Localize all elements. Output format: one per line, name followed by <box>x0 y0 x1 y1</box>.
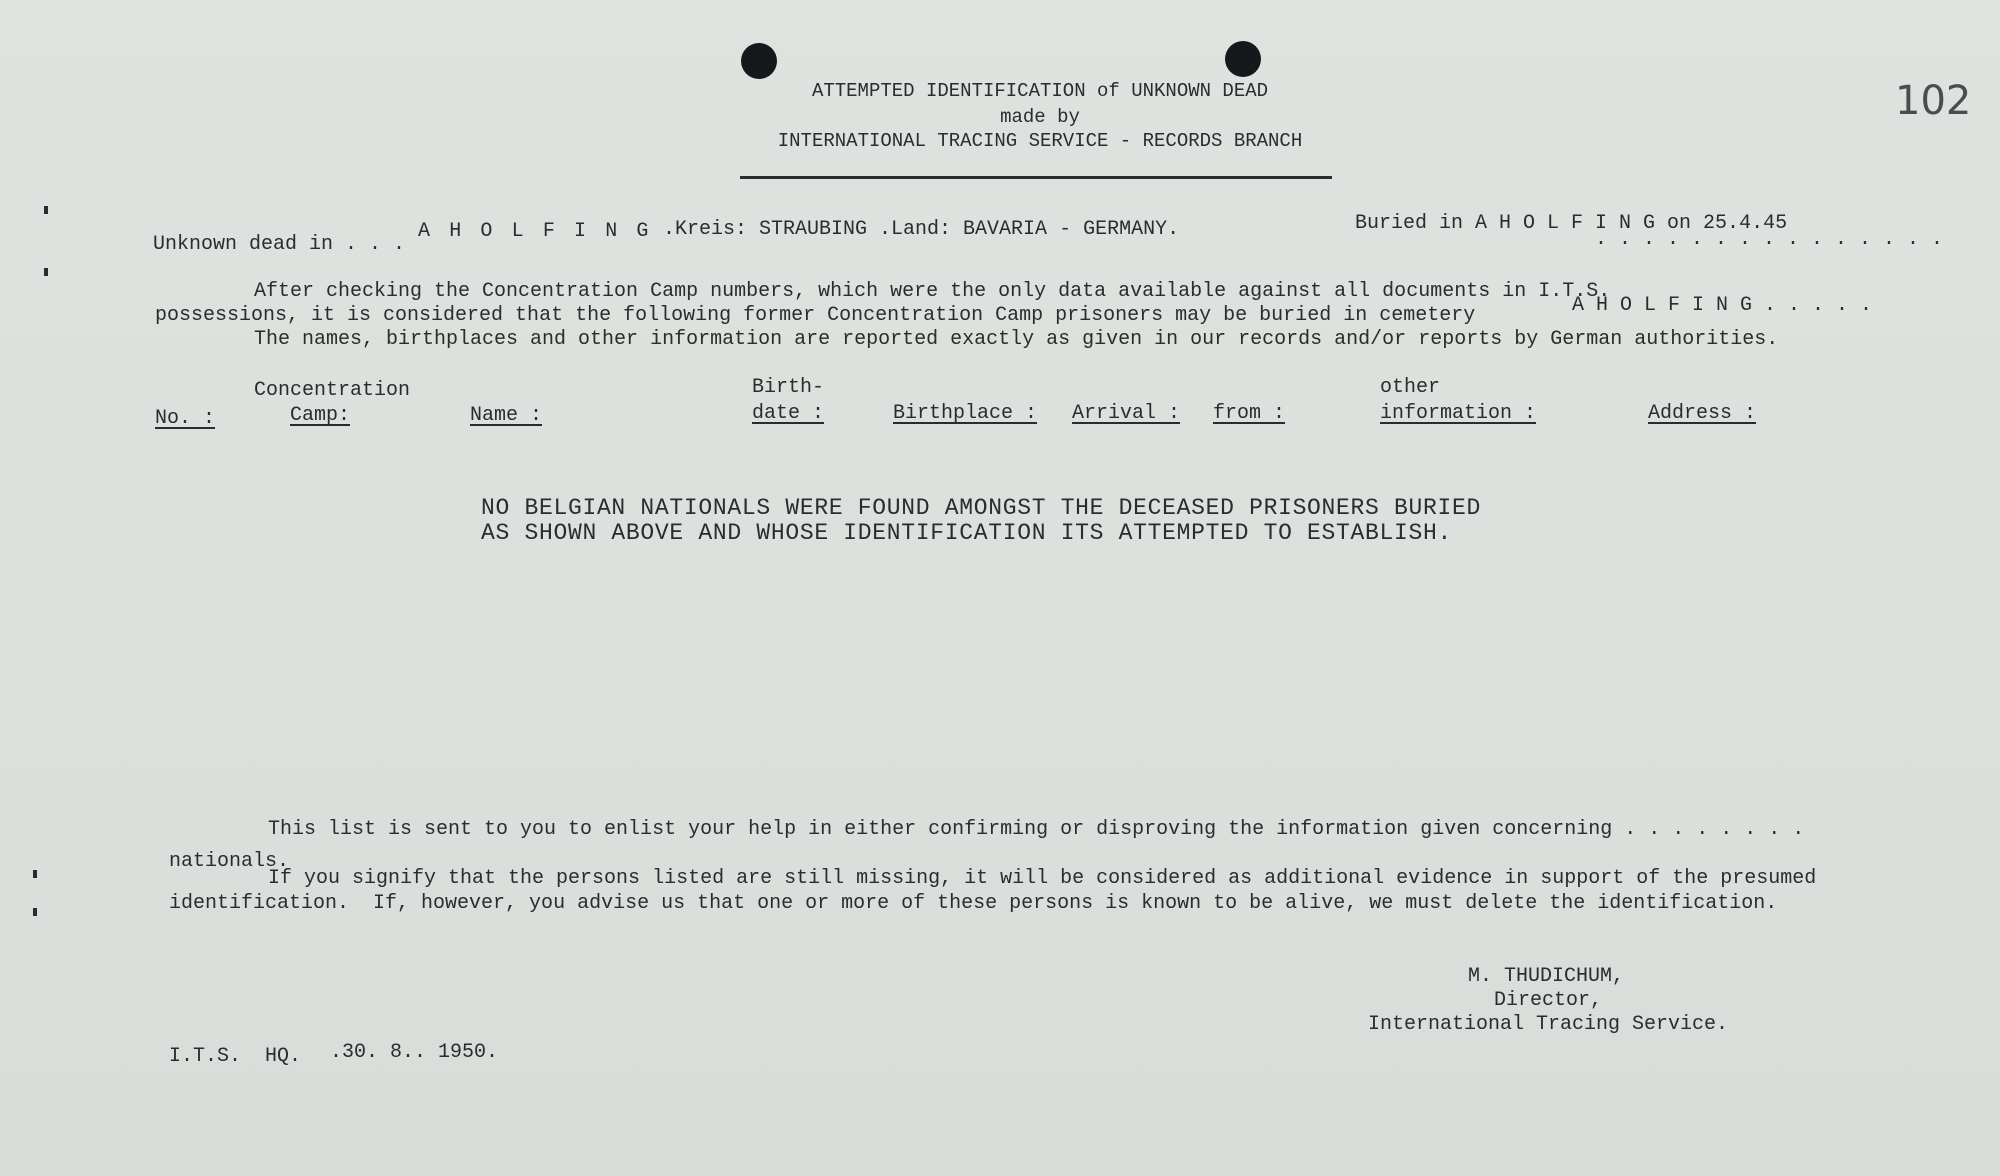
col-other-top: other <box>1380 376 1441 399</box>
margin-mark <box>33 870 37 878</box>
unknown-dead-place: A H O L F I N G <box>418 220 653 243</box>
intro-line-1: After checking the Concentration Camp numbers, which were the only data available against all documents in I.T.S. <box>254 280 1611 303</box>
unknown-dead-prefix: Unknown dead in . . . <box>153 233 406 256</box>
notice-line-2: AS SHOWN ABOVE AND WHOSE IDENTIFICATION ITS ATTEMPTED TO ESTABLISH. <box>481 520 1452 546</box>
col-other-bottom: information : <box>1380 402 1537 425</box>
col-arrival: Arrival : <box>1072 402 1181 425</box>
closing-line-1: This list is sent to you to enlist your help in either confirming or disproving the information given concerning . . . . . . . . <box>268 818 1805 841</box>
notice-line-1: NO BELGIAN NATIONALS WERE FOUND AMONGST THE DECEASED PRISONERS BURIED <box>481 495 1481 521</box>
unknown-dead-dots: . . . . . . . . . . . . . . . <box>1595 228 1944 251</box>
closing-line-3: If you signify that the persons listed are still missing, it will be considered as additional evidence in support of the presumed <box>268 867 1817 890</box>
col-birthplace: Birthplace : <box>893 402 1038 425</box>
col-birth-bottom: date : <box>752 402 825 425</box>
intro-line-2: possessions, it is considered that the following former Concentration Camp prisoners may be buried in cemetery <box>155 304 1476 327</box>
col-camp-top: Concentration <box>254 379 411 402</box>
header-rule <box>740 176 1332 179</box>
margin-mark <box>44 206 48 214</box>
closing-line-4: identification. If, however, you advise us that one or more of these persons is known to be alive, we must delete the identification. <box>169 892 1778 915</box>
closing-line-2: nationals. <box>169 850 290 873</box>
signature-name: M. THUDICHUM, <box>1468 965 1625 988</box>
footer-hq: I.T.S. HQ. <box>169 1045 302 1068</box>
intro-cemetery: A H O L F I N G . . . . . <box>1572 294 1873 317</box>
footer-date: .30. 8.. 1950. <box>330 1041 499 1064</box>
margin-mark <box>44 268 48 276</box>
header-made-by: made by <box>1000 106 1080 128</box>
header-organization: INTERNATIONAL TRACING SERVICE - RECORDS BRANCH <box>777 130 1303 152</box>
col-birth-top: Birth- <box>752 376 825 399</box>
col-from: from : <box>1213 402 1286 425</box>
page-number: 102 <box>1895 78 1972 124</box>
col-camp-bottom: Camp: <box>290 404 351 427</box>
col-address: Address : <box>1648 402 1757 425</box>
intro-line-3: The names, birthplaces and other information are reported exactly as given in our records and/or reports by German authorities. <box>254 328 1779 351</box>
margin-mark <box>33 908 37 916</box>
unknown-dead-kreis: .Kreis: STRAUBING .Land: BAVARIA - GERMANY. <box>663 218 1180 241</box>
unknown-dead-buried: Buried in A H O L F I N G on 25.4.45 <box>1355 212 1788 235</box>
col-name: Name : <box>470 404 543 427</box>
signature-organization: International Tracing Service. <box>1368 1013 1729 1036</box>
header-title: ATTEMPTED IDENTIFICATION of UNKNOWN DEAD <box>811 80 1269 102</box>
punch-hole-left <box>741 43 777 79</box>
punch-hole-right <box>1225 41 1261 77</box>
signature-title: Director, <box>1494 989 1603 1012</box>
col-no: No. : <box>155 407 216 430</box>
